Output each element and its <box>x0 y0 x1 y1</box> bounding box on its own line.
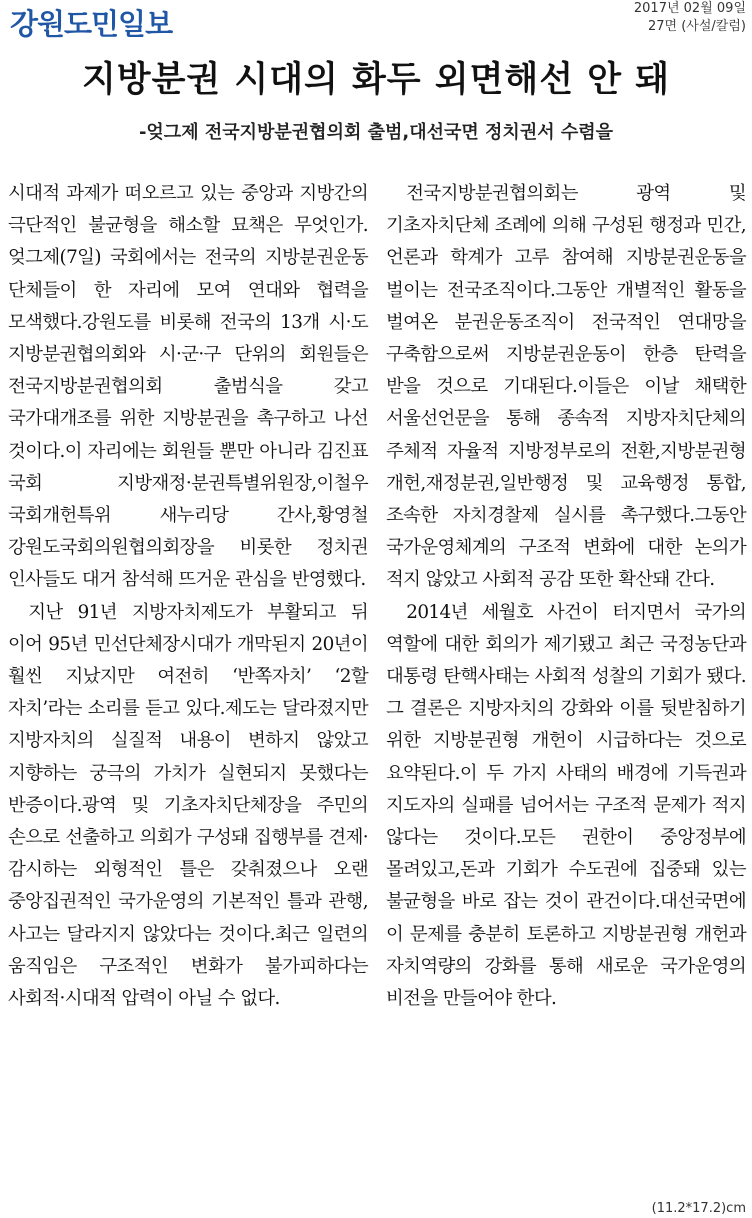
paragraph: 시대적 과제가 떠오르고 있는 중앙과 지방간의 극단적인 불균형을 해소할 묘책은 무엇인가.엊그제(7일) 국회에서는 전국의 지방분권운동 단체들이 한 자리에 모여 연대와 협력을 모색했다.강원도를 비롯해 전국의 13개 시·도 지방분권협의회와 시·군·구 단위의 회원들은 전국지방분권협의회 출범식을 갖고 국가대개조를 위한 지방분권을 촉구하고 나선 것이다.이 자리에는 회원들 뿐만 아니라 김진표 국회 지방재정·분권특별위원장,이철우 국회개헌특위 새누리당 간사,황영철 강원도국회의원협의회장을 비롯한 정치권 인사들도 대거 참석해 뜨거운 관심을 반영했다. <box>8 183 368 591</box>
paragraph: 지난 91년 지방자치제도가 부활되고 뒤 이어 95년 민선단체장시대가 개막된지 20년이 훨씬 지났지만 여전히 ‘반쪽자치’ ‘2할 자치’라는 소리를 듣고 있다.제도는 달라졌지만 지방자치의 실질적 내용이 변하지 않았고 지향하는 궁극의 가치가 실현되지 못했다는 반증이다.광역 및 기초자치단체장을 주민의 손으로 선출하고 의회가 구성돼 집행부를 견제·감시하는 외형적인 틀은 갖춰졌으나 오랜 중앙집권적인 국가운영의 기본적인 틀과 관행,사고는 달라지지 않았다는 것이다.최근 일련의 움직임은 구조적인 변화가 불가피하다는 사회적·시대적 압력이 아닐 수 없다. <box>8 601 368 1010</box>
article-column-left <box>8 178 368 1188</box>
issue-date: 2017년 02월 09일 <box>633 1 746 16</box>
article-size: (11.2*17.2)cm <box>651 1201 746 1216</box>
newspaper-logo: 강원도민일보 <box>10 7 173 41</box>
paragraph: 전국지방분권협의회는 광역 및 기초자치단체 조례에 의해 구성된 행정과 민간,언론과 학계가 고루 참여해 지방분권운동을 벌이는 전국조직이다.그동안 개별적인 활동을 벌여온 분권운동조직이 전국적인 연대망을 구축함으로써 지방분권운동이 한층 탄력을 받을 것으로 기대된다.이들은 이날 채택한 서울선언문을 통해 종속적 지방자치단체의 주체적 자율적 지방정부로의 전환,지방분권형 개헌,재정분권,일반행정 및 교육행정 통합,조속한 자치경찰제 실시를 촉구했다.그동안 국가운영체계의 구조적 변화에 대한 논의가 적지 않았고 사회적 공감 또한 확산돼 간다. <box>386 183 746 591</box>
article-subheadline: -엊그제 전국지방분권협의회 출범,대선국면 정치권서 수렴을 <box>138 122 614 143</box>
paragraph: 2014년 세월호 사건이 터지면서 국가의 역할에 대한 회의가 제기됐고 최근 국정농단과 대통령 탄핵사태는 사회적 성찰의 기회가 됐다.그 결론은 지방자치의 강화와 이를 뒷받침하기 위한 지방분권형 개헌이 시급하다는 것으로 요약된다.이 두 가지 사태의 배경에 기득권과 지도자의 실패를 넘어서는 구조적 문제가 적지 않다는 것이다.모든 권한이 중앙정부에 몰려있고,돈과 기회가 수도권에 집중돼 있는 불균형을 바로 잡는 것이 관건이다.대선국면에 이 문제를 충분히 토론하고 지방분권형 개헌과 자치역량의 강화를 통해 새로운 국가운영의 비전을 만들어야 한다. <box>386 601 746 1010</box>
article-headline: 지방분권 시대의 화두 외면해선 안 돼 <box>81 60 671 100</box>
page-section: 27면 (사설/칼럼) <box>648 19 746 34</box>
article-column-right <box>386 178 746 1188</box>
issue-info <box>634 0 746 36</box>
